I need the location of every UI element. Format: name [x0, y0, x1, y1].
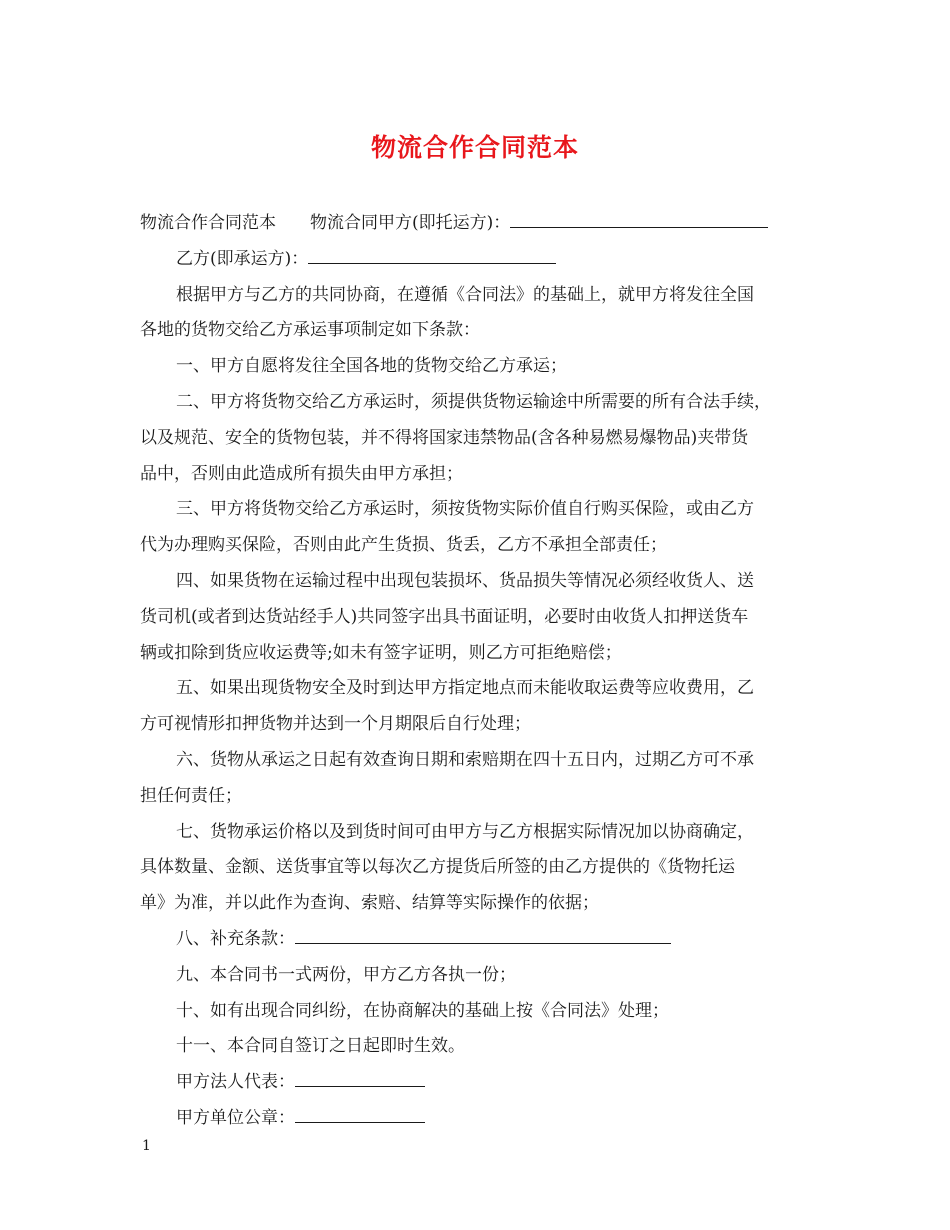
clause-10: 十、如有出现合同纠纷，在协商解决的基础上按《合同法》处理； — [176, 1000, 669, 1021]
clause-3-line-2: 代为办理购买保险，否则由此产生货损、货丢，乙方不承担全部责任； — [140, 535, 667, 556]
clause-8-blank — [295, 925, 671, 944]
seal-line — [140, 1101, 812, 1137]
clause-4-line-3: 辆或扣除到货应收运费等;如未有签字证明，则乙方可拒绝赔偿； — [140, 642, 622, 663]
clause-8-line — [140, 922, 812, 958]
clause-6-line-2: 担任何责任； — [140, 785, 242, 806]
rep-blank — [295, 1068, 425, 1087]
intro-line-2: 各地的货物交给乙方承运事项制定如下条款： — [140, 320, 480, 341]
page-number: 1 — [142, 1138, 151, 1154]
clause-2-line-3: 品中，否则由此造成所有损失由甲方承担； — [140, 463, 463, 484]
clause-2-line-1: 二、甲方将货物交给乙方承运时，须提供货物运输途中所需要的所有合法手续， — [176, 391, 771, 412]
rep-label: 甲方法人代表： — [176, 1072, 295, 1093]
party-b-blank — [308, 245, 556, 264]
clause-11: 十一、本合同自签订之日起即时生效。 — [176, 1036, 465, 1057]
clause-4-line-1: 四、如果货物在运输过程中出现包装损坏、货品损失等情况必须经收货人、送 — [176, 570, 754, 591]
seal-label: 甲方单位公章： — [176, 1107, 295, 1128]
clause-2-line-2: 以及规范、安全的货物包装，并不得将国家违禁物品(含各种易燃易爆物品)夹带货 — [140, 427, 749, 448]
header-left-text: 物流合作合同范本 — [140, 213, 276, 233]
seal-blank — [295, 1104, 425, 1123]
clause-3-line-1: 三、甲方将货物交给乙方承运时，须按货物实际价值自行购买保险，或由乙方 — [176, 499, 754, 520]
clause-7-line-1: 七、货物承运价格以及到货时间可由甲方与乙方根据实际情况加以协商确定， — [176, 821, 754, 842]
clause-6-line-1: 六、货物从承运之日起有效查询日期和索赔期在四十五日内，过期乙方可不承 — [176, 749, 754, 770]
rep-line — [140, 1065, 812, 1101]
clause-1: 一、甲方自愿将发往全国各地的货物交给乙方承运； — [176, 356, 567, 377]
clause-9: 九、本合同书一式两份，甲方乙方各执一份； — [176, 964, 516, 985]
clause-5-line-1: 五、如果出现货物安全及时到达甲方指定地点而未能收取运费等应收费用，乙 — [176, 678, 754, 699]
party-a-label: 物流合同甲方(即托运方)： — [310, 213, 511, 233]
document-body — [140, 206, 812, 1137]
clause-7-line-3: 单》为准，并以此作为查询、索赔、结算等实际操作的依据； — [140, 893, 599, 914]
party-a-blank — [510, 209, 768, 228]
party-b-line — [140, 242, 812, 278]
intro-line-1: 根据甲方与乙方的共同协商，在遵循《合同法》的基础上，就甲方将发往全国 — [176, 284, 754, 305]
clause-7-line-2: 具体数量、金额、送货事宜等以每次乙方提货后所签的由乙方提供的《货物托运 — [140, 857, 735, 878]
party-b-label: 乙方(即承运方)： — [176, 248, 309, 269]
clause-8-label: 八、补充条款： — [176, 928, 295, 949]
document-title: 物流合作合同范本 — [370, 133, 579, 162]
clause-4-line-2: 货司机(或者到达货站经手人)共同签字出具书面证明，必要时由收货人扣押送货车 — [140, 606, 749, 627]
header-line — [140, 206, 812, 242]
clause-5-line-2: 方可视情形扣押货物并达到一个月期限后自行处理； — [140, 714, 531, 735]
